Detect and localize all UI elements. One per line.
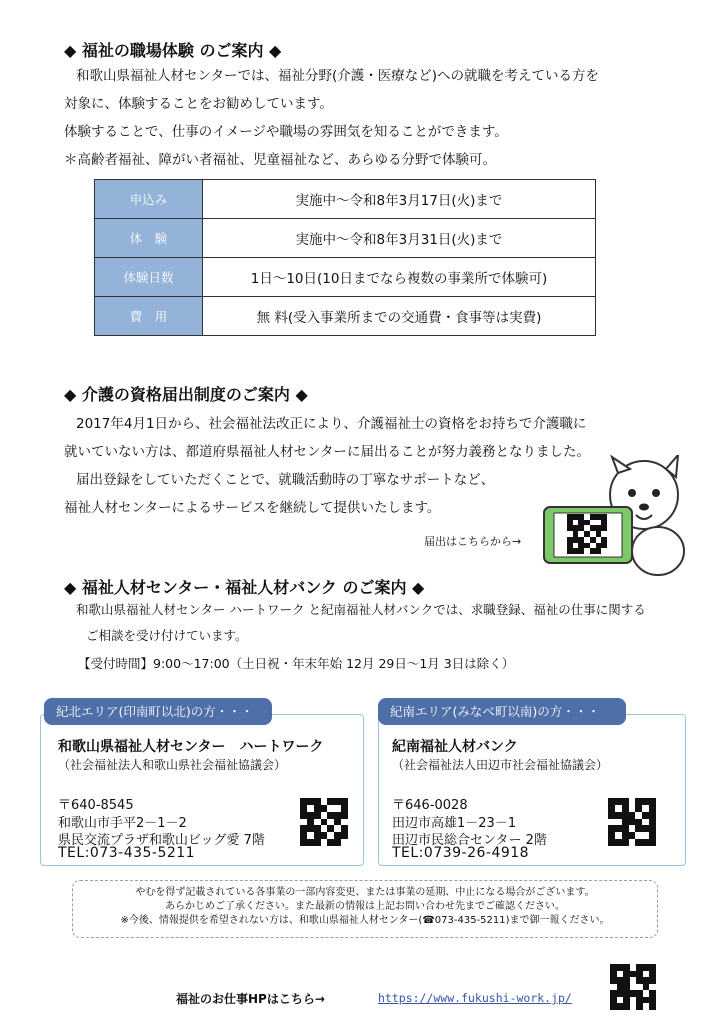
south-tel: TEL:0739-26-4918 (392, 845, 530, 861)
north-tel: TEL:073-435-5211 (58, 845, 196, 861)
notice-line: やむを得ず記載されている各事業の一部内容変更、または事業の延期、中止になる場合がございます。 (135, 887, 595, 898)
footer-url-link[interactable]: https://www.fukushi-work.jp/ (378, 991, 572, 1005)
row-label: 体 験 (95, 219, 203, 258)
section2-line: 福祉人材センターによるサービスを継続して提供いたします。 (64, 500, 441, 516)
north-area-tab: 紀北エリア(印南町以北)の方・・・ (44, 698, 272, 725)
schedule-table (94, 179, 596, 336)
row-value: 実施中～令和8年3月17日(火)まで (203, 180, 596, 219)
south-area-tab: 紀南エリア(みなべ町以南)の方・・・ (378, 698, 626, 725)
table-row (95, 180, 596, 219)
section3-line: ご相談を受け付けています。 (86, 628, 248, 643)
south-zip: 〒646-0028 (392, 798, 468, 813)
section1-line: ＊高齢者福祉、障がい者福祉、児童福祉など、あらゆる分野で体験可。 (64, 152, 496, 168)
qr-code-icon[interactable] (567, 514, 607, 554)
south-org-title: 紀南福祉人材バンク (392, 739, 518, 755)
table-row (95, 219, 596, 258)
south-qr-code-icon[interactable] (608, 798, 656, 846)
south-org-sub: （社会福祉法人田辺市社会福祉協議会） (392, 758, 609, 772)
section2-line: 2017年4月1日から、社会福祉法改正により、介護福祉士の資格をお持ちで介護職に (76, 416, 587, 432)
north-org-sub: （社会福祉法人和歌山県社会福祉協議会） (58, 758, 287, 772)
notice-box (72, 880, 658, 938)
section1-heading: ◆ 福祉の職場体験 のご案内 ◆ (64, 41, 282, 60)
section3-line: 和歌山県福祉人材センター ハートワーク と紀南福祉人材バンクでは、求職登録、福祉の仕事に関する (76, 602, 646, 617)
section3-heading: ◆ 福祉人材センター・福祉人材バンク のご案内 ◆ (64, 578, 425, 597)
south-addr1: 田辺市高雄1－23－1 (392, 816, 517, 831)
footer-label: 福祉のお仕事HPはこちら→ (176, 992, 325, 1006)
north-qr-code-icon[interactable] (300, 798, 348, 846)
section1-line: 体験することで、仕事のイメージや職場の雰囲気を知ることができます。 (64, 124, 508, 140)
section2-heading: ◆ 介護の資格届出制度のご案内 ◆ (64, 385, 308, 404)
section2-line: 届出登録をしていただくことで、就職活動時の丁寧なサポートなど、 (76, 472, 495, 488)
mascot-dog-icon (538, 455, 690, 580)
section1-line: 対象に、体験することをお勧めしています。 (64, 96, 333, 112)
section3-hours: 【受付時間】9:00～17:00（土日祝・年末年始 12月 29日～1月 3日は除く） (78, 656, 515, 671)
table-row (95, 258, 596, 297)
north-addr1: 和歌山市手平2－1－2 (58, 816, 187, 831)
row-label: 費 用 (95, 297, 203, 336)
north-addr2: 県民交流プラザ和歌山ビッグ愛 7階 (58, 833, 265, 848)
south-addr2: 田辺市民総合センター 2階 (392, 833, 547, 848)
register-link[interactable]: 届出はこちらから→ (424, 535, 522, 548)
table-row (95, 297, 596, 336)
north-org-title: 和歌山県福祉人材センター ハートワーク (58, 739, 324, 755)
row-label: 申込み (95, 180, 203, 219)
section2-line: 就いていない方は、都道府県福祉人材センターに届出ることが努力義務となりました。 (64, 444, 590, 460)
row-value: 無 料(受入事業所までの交通費・食事等は実費) (203, 297, 596, 336)
notice-line: ※今後、情報提供を希望されない方は、和歌山県福祉人材センター(☎073-435-5211)まで御一報ください。 (120, 915, 610, 926)
north-zip: 〒640-8545 (58, 798, 134, 813)
notice-line: あらかじめご了承ください。また最新の情報は上記お問い合わせ先までご確認ください。 (165, 901, 565, 912)
row-value: 1日～10日(10日までなら複数の事業所で体験可) (203, 258, 596, 297)
section1-line: 和歌山県福祉人材センターでは、福祉分野(介護・医療など)への就職を考えている方を (76, 68, 599, 84)
footer-qr-code-icon[interactable] (610, 964, 656, 1010)
row-label: 体験日数 (95, 258, 203, 297)
row-value: 実施中～令和8年3月31日(火)まで (203, 219, 596, 258)
